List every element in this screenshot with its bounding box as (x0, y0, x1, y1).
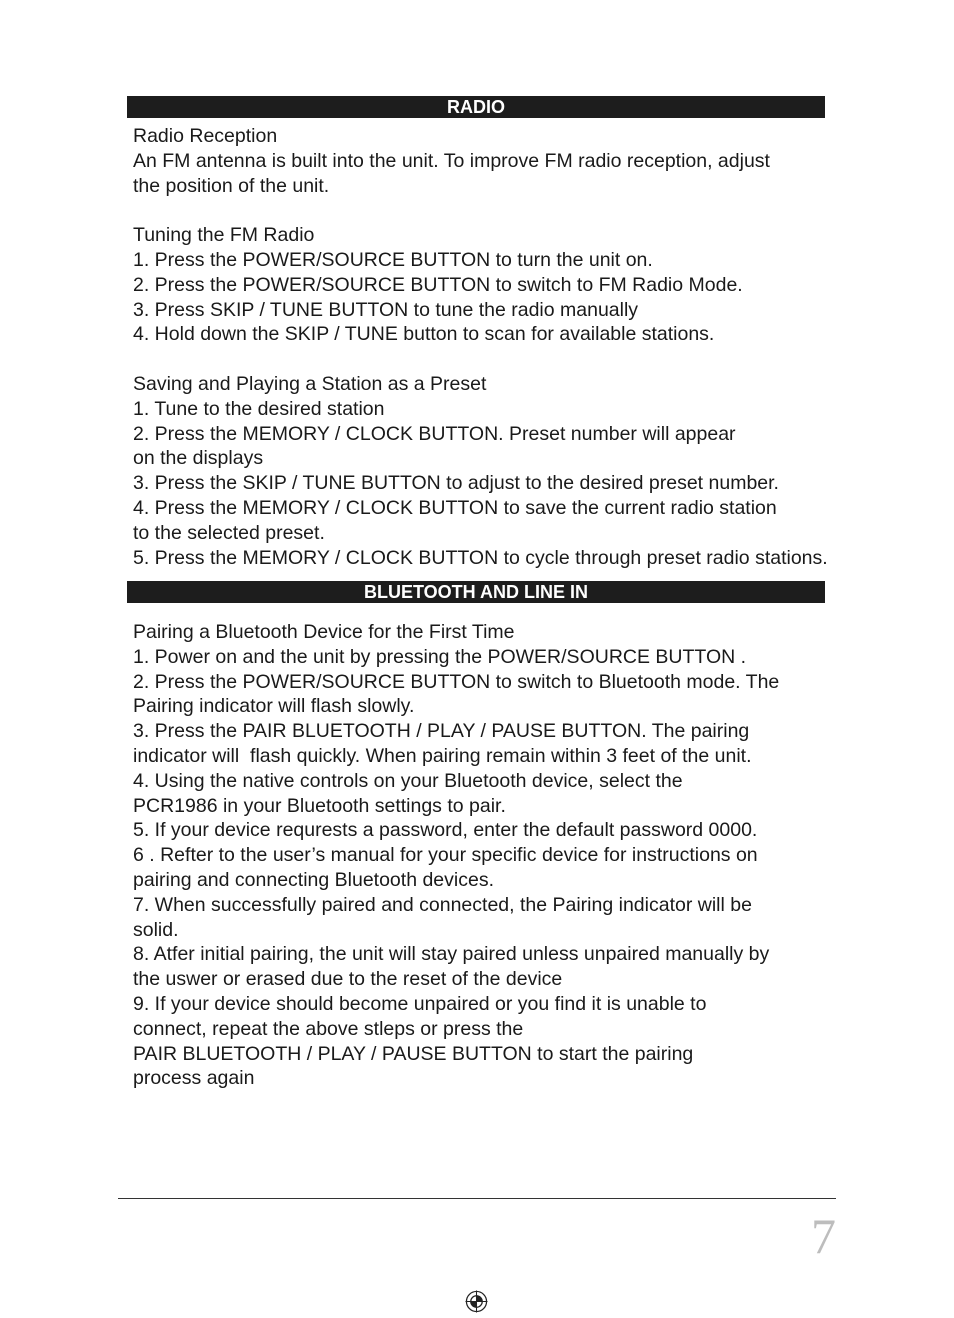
reception-title: Radio Reception (133, 125, 278, 147)
preset-step: on the displays (133, 447, 264, 470)
tuning-step: 2. Press the POWER/SOURCE BUTTON to switch to FM Radio Mode. (133, 273, 743, 296)
pairing-step: 7. When successfully paired and connected, the Pairing indicator will be (133, 893, 752, 916)
footer-divider (118, 1198, 836, 1199)
tuning-title: Tuning the FM Radio (133, 224, 315, 247)
pairing-step: 2. Press the POWER/SOURCE BUTTON to switch to Bluetooth mode. The (133, 670, 780, 693)
reception-line: the position of the unit. (133, 174, 330, 197)
pairing-title: Pairing a Bluetooth Device for the First Time (133, 621, 515, 643)
preset-step: 1. Tune to the desired station (133, 397, 385, 420)
pairing-step: process again (133, 1067, 255, 1090)
pairing-step: 5. If your device requrests a password, enter the default password 0000. (133, 819, 758, 842)
crosshair-registration-icon (465, 1290, 488, 1313)
pairing-step: 9. If your device should become unpaired or you find it is unable to (133, 992, 707, 1015)
pairing-step: PCR1986 in your Bluetooth settings to pair. (133, 794, 506, 817)
bluetooth-section-body (133, 620, 903, 1091)
page-number: 7 (811, 1208, 836, 1264)
tuning-step: 3. Press SKIP / TUNE BUTTON to tune the radio manually (133, 298, 639, 321)
radio-section-body (133, 124, 903, 570)
pairing-step: PAIR BLUETOOTH / PLAY / PAUSE BUTTON to start the pairing (133, 1042, 694, 1065)
bluetooth-section-header: BLUETOOTH AND LINE IN (127, 581, 825, 603)
pairing-step: pairing and connecting Bluetooth devices. (133, 868, 494, 891)
pairing-step: the uswer or erased due to the reset of the device (133, 968, 563, 991)
pairing-step: 3. Press the PAIR BLUETOOTH / PLAY / PAUSE BUTTON. The pairing (133, 720, 750, 743)
pairing-step: Pairing indicator will flash slowly. (133, 695, 415, 718)
pairing-step: connect, repeat the above stleps or press the (133, 1017, 524, 1040)
pairing-step: indicator will flash quickly. When pairing remain within 3 feet of the unit. (133, 744, 752, 767)
pairing-step: 8. Atfer initial pairing, the unit will stay paired unless unpaired manually by (133, 943, 770, 966)
preset-title: Saving and Playing a Station as a Preset (133, 372, 487, 395)
preset-step: 4. Press the MEMORY / CLOCK BUTTON to save the current radio station (133, 496, 777, 519)
pairing-step: 4. Using the native controls on your Bluetooth device, select the (133, 769, 683, 792)
pairing-step: 6 . Refter to the user’s manual for your specific device for instructions on (133, 844, 758, 867)
pairing-step: 1. Power on and the unit by pressing the POWER/SOURCE BUTTON . (133, 645, 747, 668)
preset-step: 2. Press the MEMORY / CLOCK BUTTON. Preset number will appear (133, 422, 736, 445)
reception-line: An FM antenna is built into the unit. To improve FM radio reception, adjust (133, 149, 770, 172)
preset-step: to the selected preset. (133, 521, 325, 544)
tuning-step: 4. Hold down the SKIP / TUNE button to scan for available stations. (133, 323, 715, 346)
radio-section-header: RADIO (127, 96, 825, 118)
tuning-step: 1. Press the POWER/SOURCE BUTTON to turn the unit on. (133, 248, 653, 271)
pairing-step: solid. (133, 918, 179, 941)
preset-step: 3. Press the SKIP / TUNE BUTTON to adjust to the desired preset number. (133, 472, 779, 495)
preset-step: 5. Press the MEMORY / CLOCK BUTTON to cycle through preset radio stations. (133, 546, 828, 569)
